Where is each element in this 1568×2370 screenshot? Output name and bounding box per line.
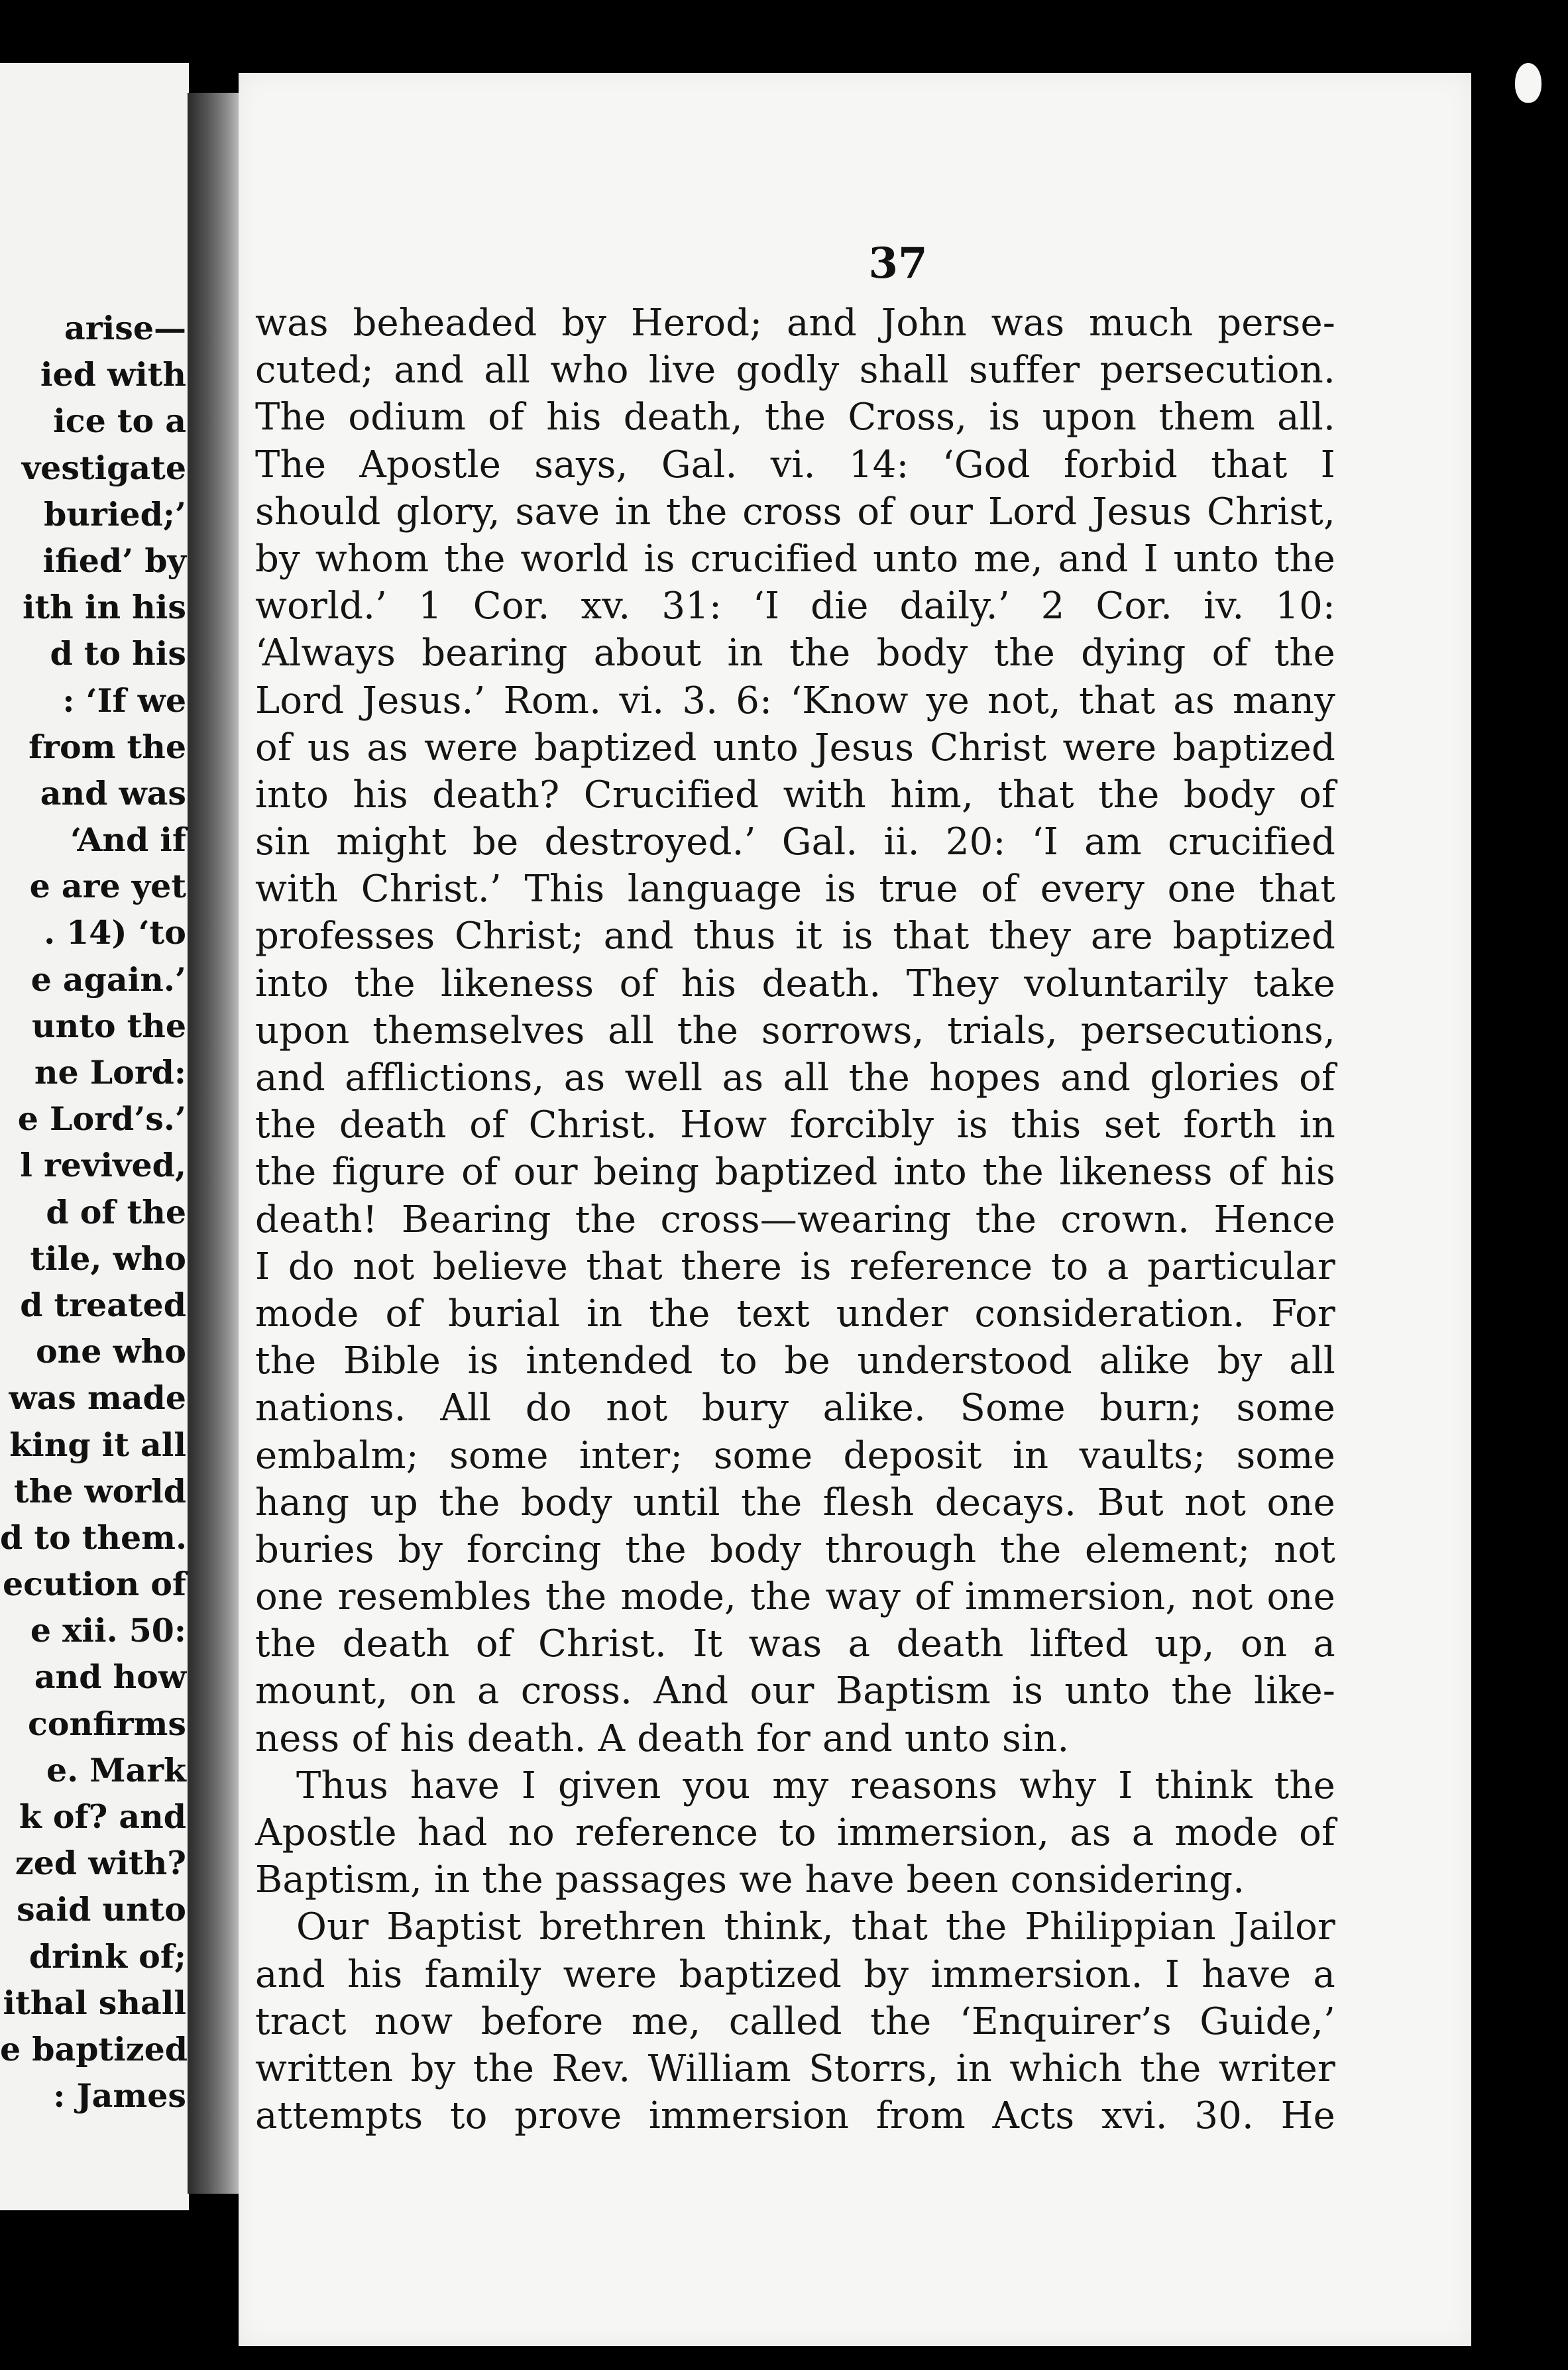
previous-page-line: and how — [34, 1658, 186, 1697]
text-line: professes Christ; and thus it is that they are baptized — [255, 915, 1335, 958]
text-line: world.’ 1 Cor. xv. 31: ‘I die daily.’ 2 Cor. iv. 10: — [255, 585, 1335, 628]
text-line: Baptism, in the passages we have been considering. — [255, 1858, 1245, 1902]
previous-page-line: vestigate — [21, 448, 186, 487]
previous-page-line: and was — [40, 773, 186, 813]
text-line: Lord Jesus.’ Rom. vi. 3. 6: ‘Know ye not, that as many — [255, 679, 1335, 722]
previous-page-line: d to his — [50, 634, 186, 673]
text-line: The Apostle says, Gal. vi. 14: ‘God forbid that I — [255, 443, 1335, 486]
text-line: sin might be destroyed.’ Gal. ii. 20: ‘I am crucified — [255, 820, 1335, 864]
text-line: I do not believe that there is reference to a particular — [255, 1245, 1335, 1288]
previous-page-line: l revived, — [20, 1146, 186, 1185]
text-line: The odium of his death, the Cross, is upon them all. — [255, 396, 1335, 439]
previous-page-line: ied with — [40, 355, 186, 394]
previous-page-text — [0, 305, 189, 2119]
text-line: nations. All do not bury alike. Some burn; some — [255, 1386, 1335, 1430]
text-line: mount, on a cross. And our Baptism is unto the like- — [255, 1669, 1335, 1713]
previous-page-line: said unto — [17, 1890, 186, 1929]
previous-page-line: e Lord’s.’ — [17, 1100, 186, 1139]
previous-page-line: ne Lord: — [34, 1053, 186, 1092]
text-line: the Bible is intended to be understood alike by all — [255, 1339, 1335, 1383]
text-line: mode of burial in the text under consideration. For — [255, 1292, 1335, 1335]
text-line: the death of Christ. How forcibly is this set forth in — [255, 1103, 1335, 1147]
book-gutter-shadow — [188, 93, 244, 2194]
text-line: and afflictions, as well as all the hopes and glories of — [255, 1056, 1335, 1100]
text-line: Apostle had no reference to immersion, as a mode of — [255, 1811, 1335, 1854]
text-line: and his family were baptized by immersion. I have a — [255, 1952, 1335, 1996]
previous-page-line: confirms — [27, 1704, 186, 1743]
page-body-text — [255, 300, 1335, 2139]
text-line: one resembles the mode, the way of immersion, not one — [255, 1575, 1335, 1619]
text-line: ness of his death. A death for and unto sin. — [255, 1717, 1070, 1760]
text-line: Thus have I given you my reasons why I think the — [296, 1764, 1335, 1807]
previous-page-line: . 14) ‘to — [44, 913, 186, 952]
previous-page-line: was made — [9, 1379, 186, 1418]
previous-page-fragment — [0, 63, 189, 2210]
text-line: the figure of our being baptized into the likeness of his — [255, 1151, 1335, 1194]
text-line: upon themselves all the sorrows, trials, persecutions, — [255, 1009, 1335, 1052]
previous-page-line: drink of; — [28, 1937, 186, 1976]
previous-page-line: arise— — [64, 309, 186, 347]
text-line: cuted; and all who live godly shall suffer persecution. — [255, 349, 1335, 392]
previous-page-line: ified’ by — [42, 541, 186, 580]
text-line: tract now before me, called the ‘Enquirer’s Guide,’ — [255, 2000, 1335, 2043]
previous-page-line: zed with? — [15, 1844, 186, 1883]
previous-page-line: ecution of — [2, 1565, 186, 1604]
previous-page-line: tile, who — [30, 1239, 186, 1278]
previous-page-line: ithal shall — [3, 1983, 186, 2022]
page-corner-mark — [1515, 63, 1541, 103]
previous-page-line: buried;’ — [44, 494, 186, 534]
text-line: the death of Christ. It was a death lifted up, on a — [255, 1622, 1335, 1666]
previous-page-line: e are yet — [29, 867, 186, 906]
book-page — [239, 73, 1471, 2346]
previous-page-line: d of the — [46, 1192, 186, 1231]
text-line: into his death? Crucified with him, that the body of — [255, 773, 1335, 817]
previous-page-line: ith in his — [22, 588, 186, 627]
previous-page-line: ice to a — [53, 402, 186, 441]
previous-page-line: d to them. — [0, 1518, 188, 1557]
previous-page-line: unto the — [31, 1006, 186, 1045]
previous-page-line: ‘And if — [70, 820, 186, 860]
text-line: written by the Rev. William Storrs, in which the writer — [255, 2047, 1335, 2090]
text-line: ‘Always bearing about in the body the dying of the — [255, 632, 1335, 675]
previous-page-line: k of? and — [19, 1797, 186, 1836]
text-line: death! Bearing the cross—wearing the crown. Hence — [255, 1198, 1335, 1241]
text-line: with Christ.’ This language is true of every one that — [255, 868, 1335, 911]
previous-page-line: e baptized — [0, 2029, 188, 2068]
text-line: buries by forcing the body through the element; not — [255, 1528, 1335, 1571]
previous-page-line: : ‘If we — [62, 681, 186, 720]
previous-page-line: e. Mark — [46, 1750, 186, 1789]
text-line: of us as were baptized unto Jesus Christ were baptized — [255, 726, 1335, 769]
text-line: attempts to prove immersion from Acts xvi. 30. He — [255, 2094, 1335, 2138]
previous-page-line: e xii. 50: — [30, 1611, 186, 1650]
text-line: into the likeness of his death. They voluntarily take — [255, 962, 1335, 1005]
previous-page-line: from the — [28, 727, 186, 766]
text-line: embalm; some inter; some deposit in vaults; some — [255, 1434, 1335, 1477]
previous-page-line: king it all — [9, 1425, 186, 1464]
previous-page-line: one who — [35, 1332, 186, 1371]
page-number: 37 — [868, 239, 928, 288]
previous-page-line: : James — [53, 2076, 186, 2116]
previous-page-line: e again.’ — [30, 960, 186, 999]
text-line: by whom the world is crucified unto me, and I unto the — [255, 537, 1335, 581]
text-line: was beheaded by Herod; and John was much perse- — [255, 302, 1335, 345]
text-line: hang up the body until the flesh decays. But not one — [255, 1481, 1335, 1524]
previous-page-line: the world — [13, 1471, 186, 1510]
text-line: should glory, save in the cross of our Lord Jesus Christ, — [255, 490, 1335, 534]
text-line: Our Baptist brethren think, that the Philippian Jailor — [296, 1905, 1335, 1949]
previous-page-line: d treated — [20, 1285, 186, 1324]
